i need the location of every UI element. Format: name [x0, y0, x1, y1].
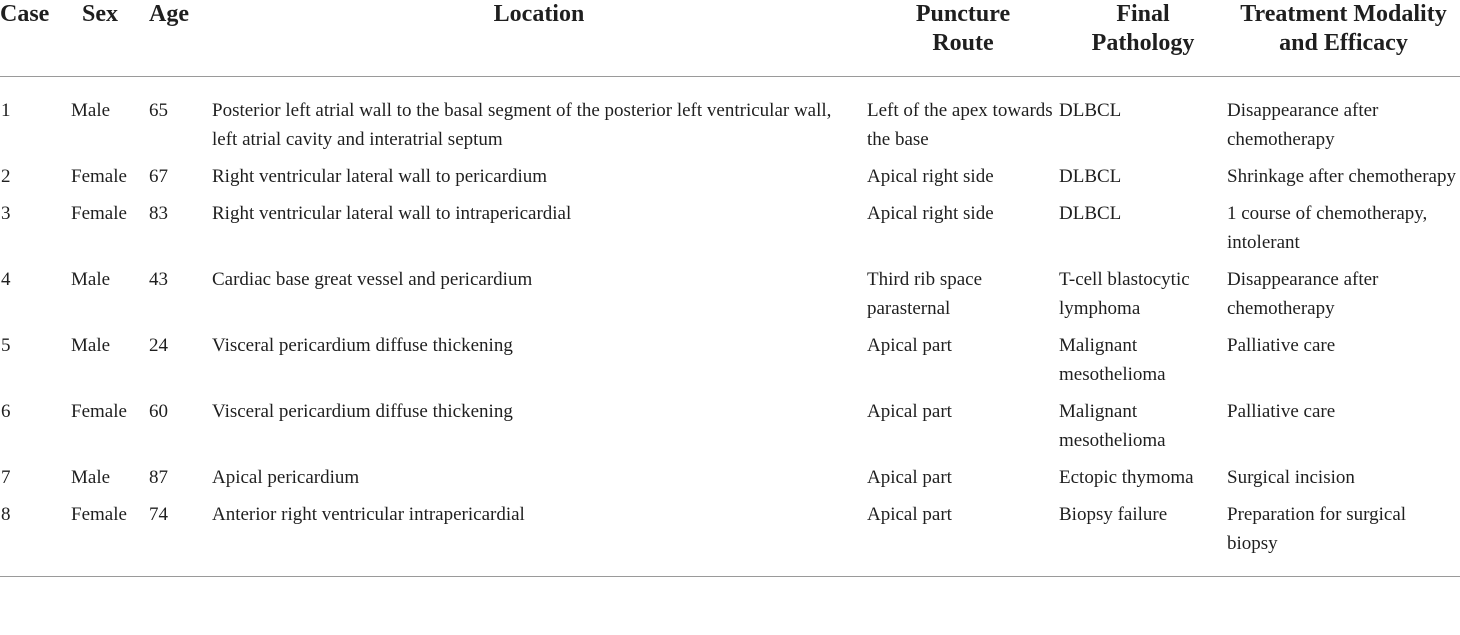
cell-age: 67	[149, 166, 168, 187]
cell-case: 6	[1, 401, 11, 422]
cell-pathology: Ectopic thymoma	[1059, 467, 1194, 488]
cell-sex: Male	[71, 467, 111, 488]
cell-location: Visceral pericardium diffuse thickening	[212, 335, 513, 356]
table-row	[0, 459, 1460, 496]
cell-location: Posterior left atrial wall to the basal segment of the posterior left ventricular wall, left atrial cavity and interatrial septum	[212, 100, 832, 150]
cell-age: 65	[149, 100, 168, 121]
header-treatment-line2: and Efficacy	[1279, 30, 1408, 56]
header-case: Case	[0, 0, 70, 77]
header-row	[0, 0, 1460, 77]
cell-sex: Female	[70, 496, 148, 577]
header-route-line1: Puncture	[915, 1, 1011, 27]
table-row	[0, 327, 1460, 393]
cell-pathology: DLBCL	[1059, 203, 1122, 224]
cell-location: Right ventricular lateral wall to pericardium	[212, 166, 548, 187]
cell-sex: Male	[71, 100, 111, 121]
cell-case: 3	[1, 203, 11, 224]
cell-age: 43	[149, 269, 168, 290]
cell-location: Right ventricular lateral wall to intrapericardial	[212, 203, 572, 224]
cell-pathology: DLBCL	[1059, 166, 1122, 187]
cell-route: Apical part	[867, 496, 1059, 577]
header-pathology-line1: Final	[1116, 1, 1170, 27]
cell-case: 2	[1, 166, 11, 187]
cell-age: 60	[149, 401, 168, 422]
table-row	[0, 158, 1460, 195]
cell-treatment: Surgical incision	[1227, 467, 1355, 488]
cell-pathology: Biopsy failure	[1059, 496, 1227, 577]
header-pathology-line2: Pathology	[1091, 30, 1195, 56]
cell-sex: Male	[71, 335, 111, 356]
header-sex: Sex	[70, 0, 148, 77]
cell-treatment: Palliative care	[1227, 335, 1336, 356]
table-header	[0, 0, 1460, 77]
cell-location: Apical pericardium	[212, 467, 360, 488]
cell-case: 8	[0, 496, 70, 577]
cell-treatment: 1 course of chemotherapy, intolerant	[1227, 203, 1428, 253]
cell-location: Visceral pericardium diffuse thickening	[212, 401, 513, 422]
cell-pathology: Malignant mesothelioma	[1059, 335, 1166, 385]
cell-case: 1	[1, 100, 11, 121]
cell-route: Apical part	[867, 467, 952, 488]
cell-route: Apical part	[867, 401, 952, 422]
header-puncture-route	[867, 0, 1059, 77]
header-final-pathology	[1059, 0, 1227, 77]
cell-sex: Female	[71, 401, 127, 422]
table-row	[0, 393, 1460, 459]
cell-pathology: T-cell blastocytic lymphoma	[1059, 269, 1190, 319]
cell-sex: Female	[71, 166, 127, 187]
table-row	[0, 77, 1460, 159]
table-row	[0, 195, 1460, 261]
cell-sex: Female	[71, 203, 127, 224]
cell-route: Third rib space parasternal	[867, 269, 983, 319]
cell-age: 83	[149, 203, 168, 224]
cell-route: Apical right side	[867, 203, 994, 224]
cell-treatment: Palliative care	[1227, 401, 1336, 422]
cell-route: Apical right side	[867, 166, 994, 187]
header-route-line2: Route	[932, 30, 994, 56]
cell-age: 87	[149, 467, 168, 488]
cell-age: 74	[148, 496, 211, 577]
cell-pathology: DLBCL	[1059, 100, 1122, 121]
header-age: Age	[148, 0, 211, 77]
header-treatment-line1: Treatment Modality	[1240, 1, 1447, 27]
cell-route: Apical part	[867, 335, 952, 356]
cell-treatment: Shrinkage after chemotherapy	[1227, 166, 1456, 187]
cell-treatment: Disappearance after chemotherapy	[1227, 269, 1379, 319]
cell-treatment: Preparation for surgical biopsy	[1227, 496, 1460, 577]
table-row	[0, 496, 1460, 577]
cell-treatment: Disappearance after chemotherapy	[1227, 100, 1379, 150]
cell-age: 24	[149, 335, 168, 356]
header-location: Location	[211, 0, 867, 77]
cell-sex: Male	[71, 269, 111, 290]
cell-case: 4	[1, 269, 11, 290]
cell-location: Anterior right ventricular intrapericardial	[211, 496, 867, 577]
header-treatment	[1227, 0, 1460, 77]
cell-pathology: Malignant mesothelioma	[1059, 401, 1166, 451]
cell-case: 5	[1, 335, 11, 356]
table-body	[0, 77, 1460, 577]
cell-case: 7	[1, 467, 11, 488]
cell-route: Left of the apex towards the base	[867, 100, 1053, 150]
table-row	[0, 261, 1460, 327]
cell-location: Cardiac base great vessel and pericardium	[212, 269, 533, 290]
